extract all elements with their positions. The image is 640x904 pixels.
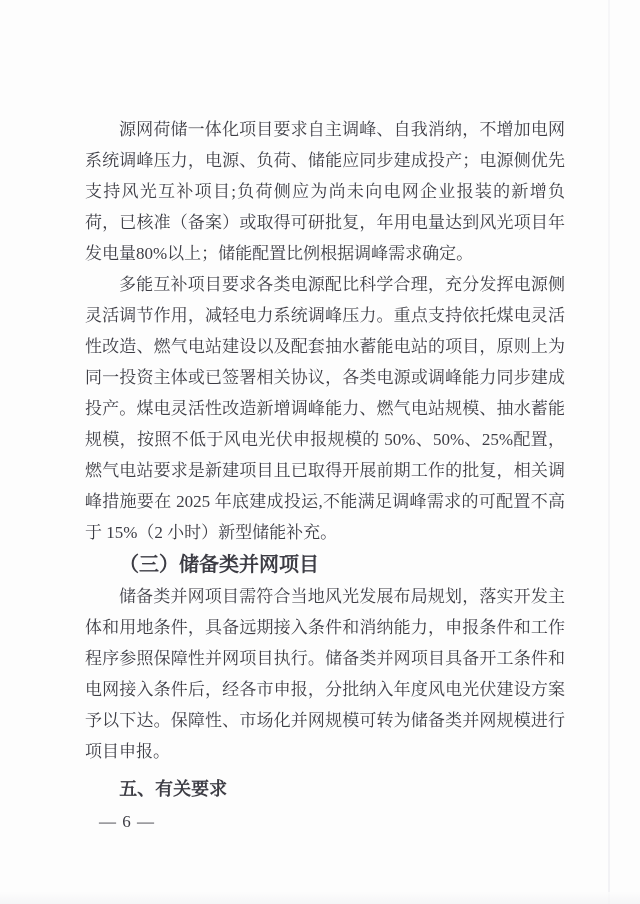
page-number: — 6 — xyxy=(99,812,155,831)
paragraph: 储备类并网项目需符合当地风光发展布局规划，落实开发主体和用地条件，具备远期接入条件和消纳能力，申报条件和工作程序参照保障性并网项目执行。储备类并网项目具备开工条件和电网接入条件后，经各市申报，分批纳入年度风电光伏建设方案予以下达。保障性、市场化并网规模可转为储备类并网规模进行项目申报。 xyxy=(85,587,565,761)
document-body xyxy=(85,114,565,805)
paragraph: 源网荷储一体化项目要求自主调峰、自我消纳，不增加电网系统调峰压力，电源、负荷、储能应同步建成投产；电源侧优先支持风光互补项目;负荷侧应为尚未向电网企业报装的新增负荷，已核准（备案）或取得可研批复，年用电量达到风光项目年发电量80%以上；储能配置比例根据调峰需求确定。 xyxy=(85,120,565,263)
section-heading: （三）储备类并网项目 xyxy=(119,554,319,576)
section-heading: 五、有关要求 xyxy=(119,779,228,799)
scan-artifact-bottom-strip xyxy=(0,892,640,904)
paragraph: 多能互补项目要求各类电源配比科学合理，充分发挥电源侧灵活调节作用，减轻电力系统调峰压力。重点支持依托煤电灵活性改造、燃气电站建设以及配套抽水蓄能电站的项目，原则上为同一投资主体或已签署相关协议，各类电源或调峰能力同步建成投产。煤电灵活性改造新增调峰能力、燃气电站规模、抽水蓄能规模，按照不低于风电光伏申报规模的 50%、50%、25%配置，燃气电站要求是新建项目且已取得开展前期工作的批复，相关调峰措施要在 2025 年底建成投运,不能满足调峰需求的可配置不高于 15%（2 小时）新型储能补充。 xyxy=(85,275,565,542)
scan-artifact-right-edge xyxy=(608,0,610,904)
